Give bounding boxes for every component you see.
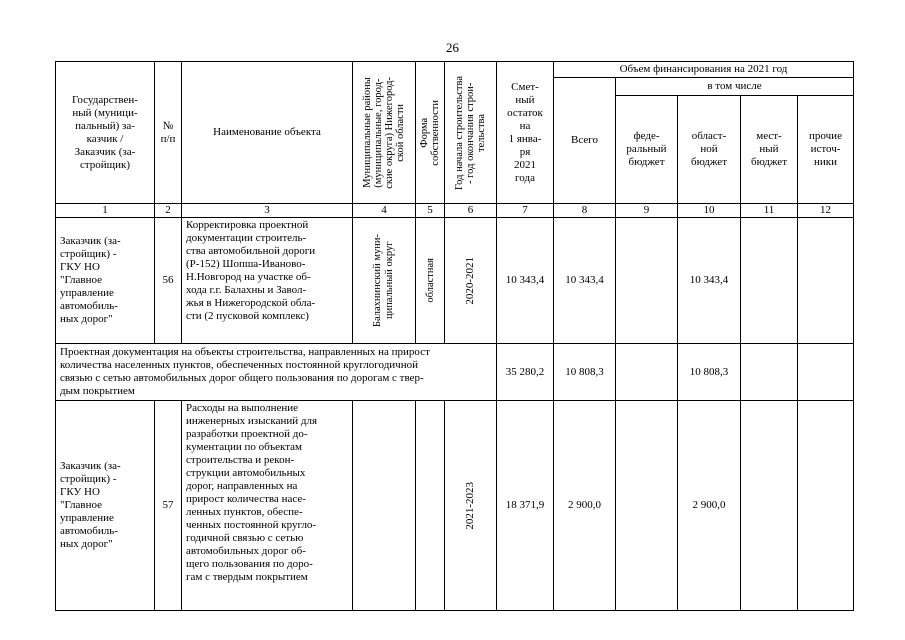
row-estimate-remaining: 10 343,4 bbox=[497, 218, 554, 344]
page-number: 26 bbox=[446, 40, 459, 55]
col-number: 10 bbox=[678, 204, 741, 218]
header-ownership: Форма собственности bbox=[416, 62, 445, 204]
row-object-name: Корректировка проектной документации строитель- ства автомобильной дороги (Р-152) Шопша-Иваново- Н.Новгород на участке об- хода г.г. Балахны и Завол- жья в Нижегородской обла- сти (2 пусковой комплекс) bbox=[182, 218, 353, 344]
col-number: 6 bbox=[445, 204, 497, 218]
header-total: Всего bbox=[554, 78, 616, 204]
row-total: 2 900,0 bbox=[554, 401, 616, 611]
row-federal bbox=[616, 401, 678, 611]
row-total: 10 343,4 bbox=[554, 218, 616, 344]
header-other-sources: прочие источ- ники bbox=[798, 96, 854, 204]
summary-federal bbox=[616, 344, 678, 401]
row-local bbox=[741, 401, 798, 611]
col-number: 5 bbox=[416, 204, 445, 218]
header-number: № п/п bbox=[155, 62, 182, 204]
row-district: Балахнинский муни- ципальный округ bbox=[353, 218, 416, 344]
col-number: 1 bbox=[56, 204, 155, 218]
header-local-budget: мест- ный бюджет bbox=[741, 96, 798, 204]
header-regional-budget: област- ной бюджет bbox=[678, 96, 741, 204]
header-customer: Государствен- ный (муници- пальный) за- казчик / Заказчик (за- стройщик) bbox=[56, 62, 155, 204]
summary-row bbox=[56, 344, 854, 401]
header-federal-budget: феде- ральный бюджет bbox=[616, 96, 678, 204]
row-customer: Заказчик (за- стройщик) - ГКУ НО "Главное управление автомобиль- ных дорог" bbox=[56, 401, 155, 611]
row-regional: 10 343,4 bbox=[678, 218, 741, 344]
header-estimate-remaining: Смет- ный остаток на 1 янва- ря 2021 года bbox=[497, 62, 554, 204]
col-number: 2 bbox=[155, 204, 182, 218]
row-federal bbox=[616, 218, 678, 344]
summary-other bbox=[798, 344, 854, 401]
summary-estimate-remaining: 35 280,2 bbox=[497, 344, 554, 401]
summary-text: Проектная документация на объекты строительства, направленных на прирост количества населенных пунктов, обеспеченных постоянной круглогодичной связью с сетью автомобильных дорог общего пользования по дорогам с твер- дым покрытием bbox=[56, 344, 497, 401]
row-ownership: областная bbox=[416, 218, 445, 344]
col-number: 9 bbox=[616, 204, 678, 218]
row-years: 2020-2021 bbox=[445, 218, 497, 344]
row-other bbox=[798, 218, 854, 344]
row-other bbox=[798, 401, 854, 611]
col-number: 7 bbox=[497, 204, 554, 218]
col-number: 8 bbox=[554, 204, 616, 218]
row-years: 2021-2023 bbox=[445, 401, 497, 611]
row-customer: Заказчик (за- стройщик) - ГКУ НО "Главное управление автомобиль- ных дорог" bbox=[56, 218, 155, 344]
row-number: 57 bbox=[155, 401, 182, 611]
row-district bbox=[353, 401, 416, 611]
col-number: 3 bbox=[182, 204, 353, 218]
header-object-name: Наименование объекта bbox=[182, 62, 353, 204]
row-regional: 2 900,0 bbox=[678, 401, 741, 611]
table-row bbox=[56, 218, 854, 344]
column-numbers-row bbox=[56, 204, 854, 218]
summary-local bbox=[741, 344, 798, 401]
summary-regional: 10 808,3 bbox=[678, 344, 741, 401]
col-number: 12 bbox=[798, 204, 854, 218]
header-including: в том числе bbox=[616, 78, 854, 96]
col-number: 4 bbox=[353, 204, 416, 218]
header-funding-title: Объем финансирования на 2021 год bbox=[554, 62, 854, 78]
col-number: 11 bbox=[741, 204, 798, 218]
row-number: 56 bbox=[155, 218, 182, 344]
financing-table bbox=[55, 61, 854, 611]
header-districts: Муниципальные районы (муниципальные, город- ские округа) Нижегород- ской области bbox=[353, 62, 416, 204]
row-ownership bbox=[416, 401, 445, 611]
header-years: Год начала строительства - год окончания строи- тельства bbox=[445, 62, 497, 204]
summary-total: 10 808,3 bbox=[554, 344, 616, 401]
table-row bbox=[56, 401, 854, 611]
row-object-name: Расходы на выполнение инженерных изысканий для разработки проектной до- кументации по объектам строительства и рекон- струкции автомобильных дорог, направленных на прирост количества насе- ленных пунктов, обеспе- ченных постоянной кругло- годичной связью с сетью автомобильных дорог об- щего пользования по доро- гам с твердым покрытием bbox=[182, 401, 353, 611]
row-estimate-remaining: 18 371,9 bbox=[497, 401, 554, 611]
row-local bbox=[741, 218, 798, 344]
